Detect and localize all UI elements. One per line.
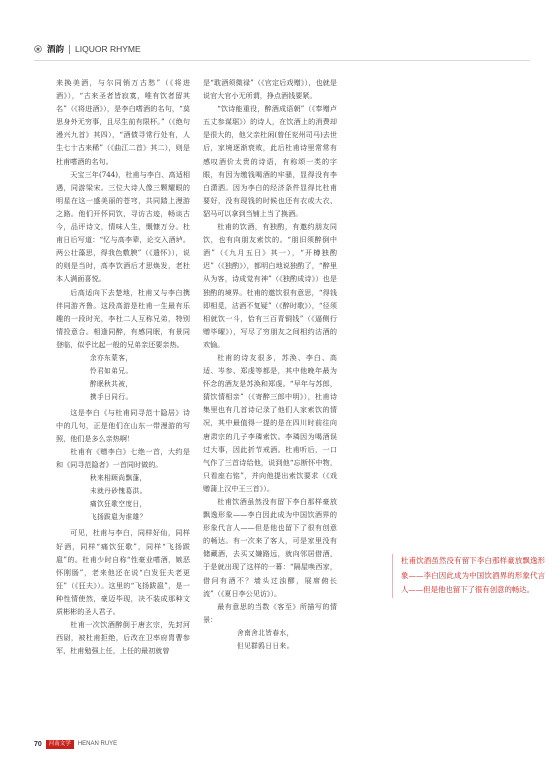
star-icon (34, 45, 42, 53)
verse-line: 携手日同行。 (90, 392, 133, 401)
article-column-2 (203, 76, 337, 655)
paragraph: 杜甫的饮酒，有独酌，有邀约朋友同饮，也有向朋友索饮的。“朋旧须醉倒中酒”（《九月五日》其一），“开樽独酌迟”（《独酌》），都明白地说独酌了，“醉里从为客，诗成觉有神”（《独酌成诗》）也是独酌的境界。杜甫的邀饮很有意思，“得钱即相觅，沽酒不复疑”（《醉时歌》），“径须相就饮一斗，恰有三百青铜钱”（《逼侧行赠毕曜》），写尽了穷朋友之间相约沽酒的欢愉。 (203, 222, 337, 349)
verse-line: 醉眠秋共被， (90, 379, 133, 388)
paragraph: 最有意思的当数《客至》所描写的情景： (203, 601, 337, 624)
poem-verse (56, 352, 190, 404)
paragraph: 杜甫有《赠李白》七绝一首，大约是和《同寻范隐者》一首同时做的。 (56, 447, 190, 470)
verse-line: 飞扬跋扈为谁雄？ (90, 513, 147, 522)
pull-quote: 杜甫饮酒虽然没有留下李白那样豪放飘逸形象——李白因此成为中国饮酒界的形象代言人——但是他也留下了很有创意的畅达。 (392, 554, 545, 598)
verse-line: 未就丹砂愧葛洪。 (90, 487, 147, 496)
article-column-1 (56, 76, 190, 657)
header-rule (34, 60, 530, 61)
verse-line: 痛饮狂歌空度日， (90, 500, 147, 509)
paragraph: 杜甫饮酒虽然没有留下李白那样豪放飘逸形象——李白因此成为中国饮酒界的形象代言人——但是他也留下了很有创意的畅达。有一次来了客人，可是家里没有储藏酒，去买又嫌路远，就向邻居借酒，于是就出现了这样的一幕：“隔屋唤西家，借问有酒不？墙头过浊醪，展席俯长流”（《夏日李公见访》）。 (203, 497, 337, 598)
verse-line: 余亦东蒙客， (90, 353, 133, 362)
paragraph: 杜甫一次饮酒醉倒于唐玄宗，先封河西尉，被杜甫拒绝，后改在卫率府胄曹参军，杜甫勉强上任，上任的最初就曾 (56, 620, 190, 656)
paragraph: “饮诗能重役，醉酒成语朝”（《奉赠卢五丈参谋琚》）的诗人，在饮酒上的消费却是很大的，他父亲杜闲(曾任兖州司马)去世后，家境逐渐衰败，此后杜甫诗里常常有感叹酒价太贵的诗语，有称颂一类的字眼，有因为缴钱喝酒的牢骚，显得没有李白潇洒。因为李白的经济条件显得比杜甫要好，没有现钱的时候也还有衣或大衣、貂马可以拿到当铺上当了换酒。 (203, 104, 337, 218)
magazine-header (34, 42, 141, 56)
paragraph: 天宝三年(744)，杜甫与李白、高适相遇，同游梁宋。三位大诗人像三颗耀眼的明星在这一盛美丽的苍穹，共同踏上漫游之路。他们开怀同饮，寻访古迹，畅谈古今，品评诗文，情味人生，慨慷万分。杜甫日后写道：“忆与高李辈，论交入酒垆。两公壮藻思，得我色敷腴”（《遣怀》），说的则是当时，高李饮酒后才思焕发，老杜本人满面喜悦。 (56, 169, 190, 284)
paragraph: 后高适向下去楚地，杜甫又与李白携伴同游齐鲁。这段高游是杜甫一生最有乐趣的一段时光，李杜二人互称兄弟，特别情投意合。相逢同醉，有感同眠，有景同登临，似乎比起一般的兄弟亲还要亲热。 (56, 287, 190, 349)
magazine-name: HENAN RUYE (77, 741, 118, 747)
paragraph: 杜甫的诗友很多，苏涣、李白、高适、岑参、郑虔等都是，其中他晚年最为怀念的酒友是苏涣和郑虔。“早年与苏郎，猜饮情相亲”（《寄醉三郎中明》），杜甫诗集里也有几首诗记录了他们人家索饮的情况，其中最值得一提的是在四川时前往向唐肃宗的几子李璘索饮。李璘因为喝酒误过大事，因此折节戒酒。杜甫听后，一口气作了三首诗给他，说到他“忘断怀中物，只看座右铭”，并向他提出索饮要求（《戏赠蒲上汉中王三首》）。 (203, 352, 337, 493)
paragraph: 是“耽酒须微禄”（《官定后戏赠》），也就是说官大官小无所谓，挣点酒钱要紧。 (203, 78, 337, 101)
page-footer (34, 739, 117, 749)
verse-line: 但见群鸥日日来。 (237, 641, 294, 650)
section-subtitle: LIQUOR RHYME (75, 44, 141, 54)
page-number: 70 (34, 740, 42, 748)
paragraph: 可见，杜甫与李白，同样好仙，同样好酒，同样“痛饮狂歌”，同样“飞扬跋扈”的。杜甫少时自称“性豪业嗜酒，嫉恶怀刚肠”，老来他还在说“白发狂夫老更狂”（《狂夫》）。这里的“飞扬跋扈”，是一种性情使然，豪迈毕现，决不装成那种文质彬彬的圣人君子。 (56, 528, 190, 616)
poem-verse (56, 472, 190, 524)
magazine-badge: 河南文学 (46, 740, 74, 749)
header-divider (69, 45, 70, 54)
verse-line: 怜君如弟兄。 (90, 366, 133, 375)
paragraph: 来换美酒，与尔同销万古愁”（《将进酒》），“古来圣者皆寂寞，唯有饮者留其名”（《将进酒》），是李白嗜酒的名句，“莫思身外无穷事，且尽生前有限杯。”（《绝句漫兴九首》其四），“酒债寻常行处有，人生七十古来稀”（《曲江二首》其二），则是杜甫嗜酒的名句。 (56, 78, 190, 166)
paragraph: 这是李白《与杜甫同寻范十隐居》诗中的几句，正是他们在山东一带漫游的写照，他们是多么亲热啊！ (56, 407, 190, 444)
poem-verse (203, 627, 337, 653)
section-brand: 酒韵 (47, 44, 65, 54)
verse-line: 舍南舍北皆春水， (237, 628, 294, 637)
verse-line: 秋来相顾尚飘蓬， (90, 474, 147, 483)
